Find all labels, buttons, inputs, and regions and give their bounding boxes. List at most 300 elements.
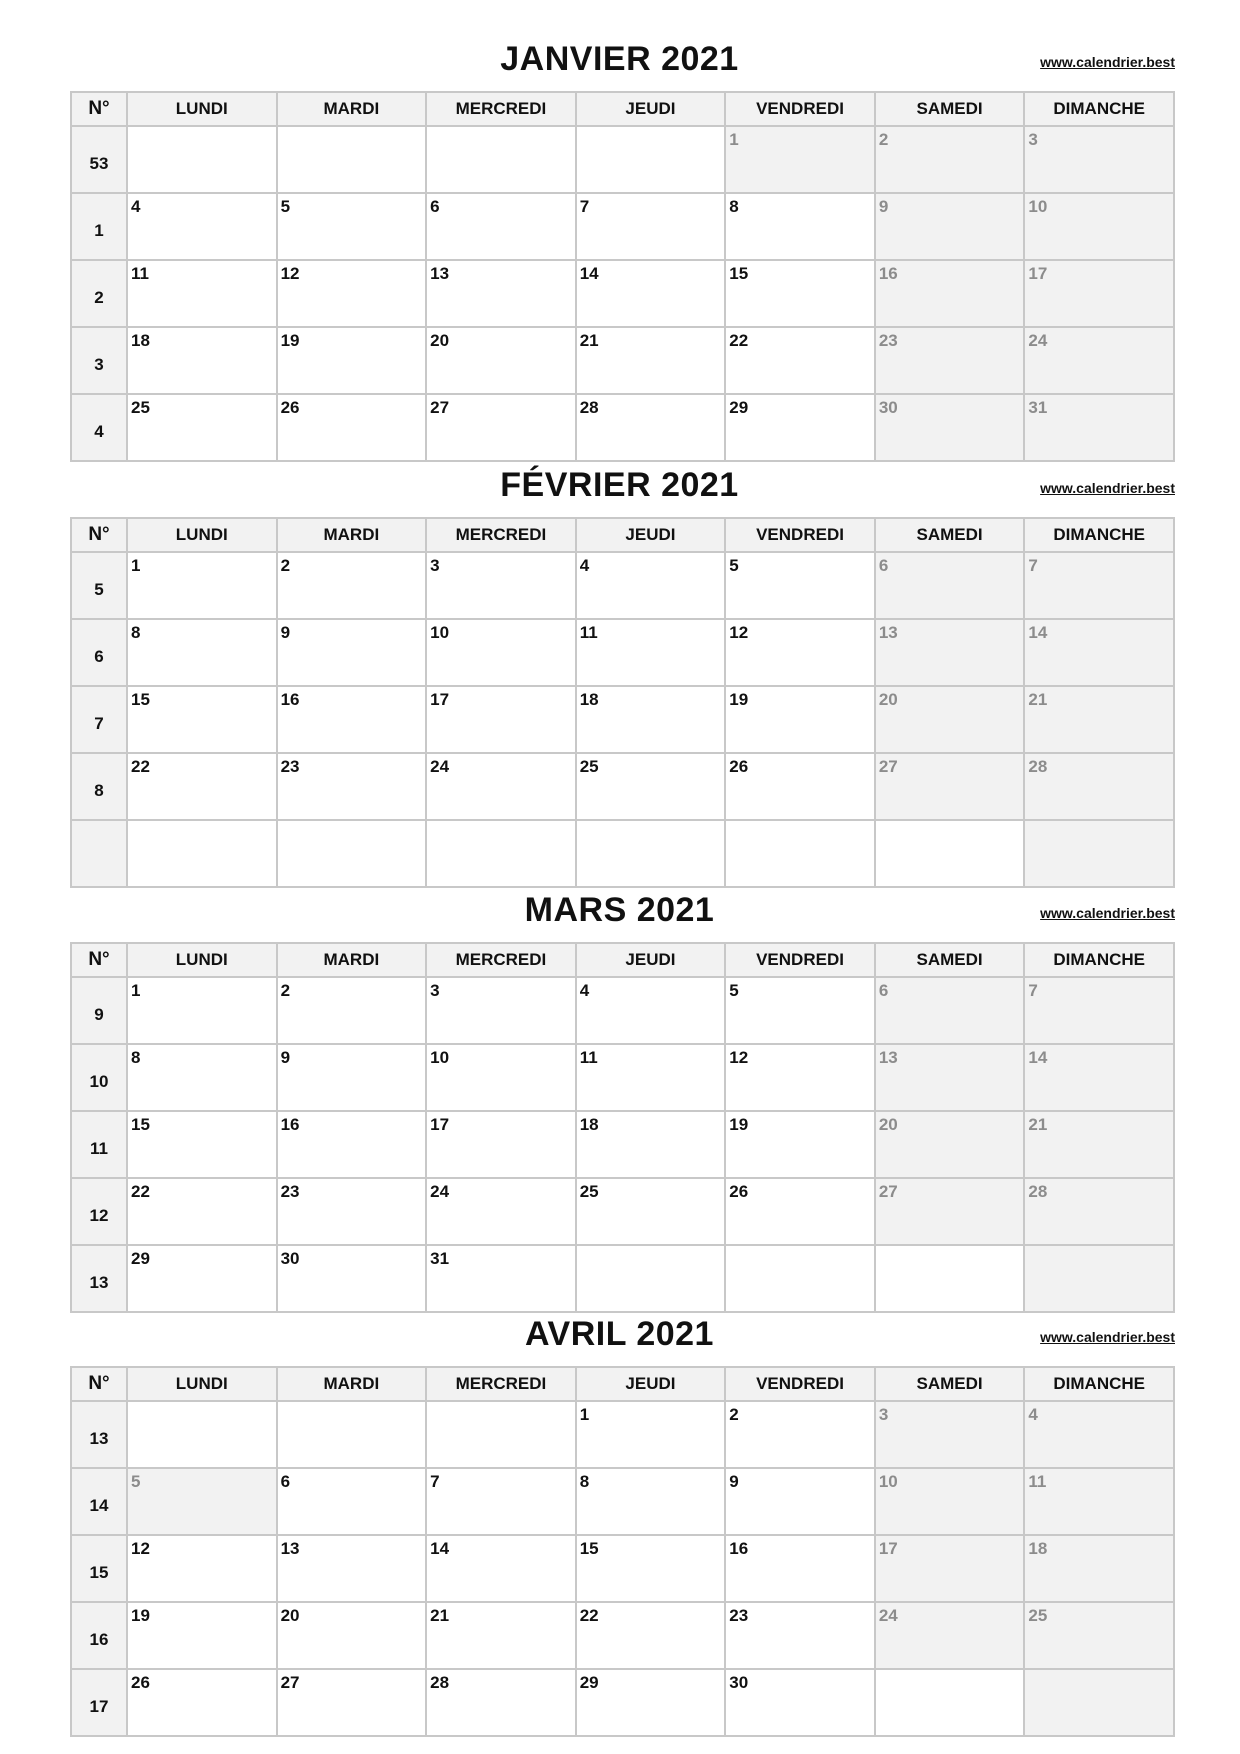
day-cell[interactable] — [426, 552, 576, 619]
day-cell[interactable] — [725, 1669, 875, 1736]
day-cell[interactable] — [725, 126, 875, 193]
month-block — [70, 1315, 1175, 1737]
day-cell[interactable] — [875, 1245, 1025, 1312]
day-cell[interactable] — [127, 1602, 277, 1669]
site-link[interactable]: www.calendrier.best — [1040, 54, 1175, 70]
day-cell[interactable] — [725, 686, 875, 753]
month-table — [70, 91, 1175, 462]
day-cell[interactable] — [1024, 1602, 1174, 1669]
weekday-header: SAMEDI — [875, 518, 1025, 552]
day-cell[interactable] — [875, 1401, 1025, 1468]
month-title: MARS 2021 — [524, 891, 715, 929]
day-number: 16 — [878, 264, 898, 283]
week-row — [71, 1468, 1174, 1535]
day-cell[interactable] — [1024, 820, 1174, 887]
day-number: 29 — [131, 1249, 150, 1268]
day-cell[interactable] — [127, 1178, 277, 1245]
day-number: 13 — [878, 623, 898, 642]
day-cell[interactable] — [576, 327, 726, 394]
week-number — [71, 820, 127, 887]
day-number: 17 — [878, 1539, 898, 1558]
weekday-header: LUNDI — [127, 92, 277, 126]
week-row — [71, 1178, 1174, 1245]
day-cell[interactable] — [875, 686, 1025, 753]
day-number: 2 — [280, 981, 291, 1000]
day-cell[interactable] — [277, 1669, 427, 1736]
day-number: 18 — [579, 690, 599, 709]
day-cell[interactable] — [127, 193, 277, 260]
day-cell[interactable] — [576, 977, 726, 1044]
day-cell[interactable] — [875, 1111, 1025, 1178]
day-cell[interactable] — [1024, 619, 1174, 686]
day-cell[interactable] — [277, 552, 427, 619]
day-number: 22 — [729, 331, 749, 350]
weekday-header: SAMEDI — [875, 92, 1025, 126]
week-number: 53 — [71, 126, 127, 193]
day-number: 8 — [729, 197, 739, 216]
day-cell[interactable] — [426, 394, 576, 461]
day-number: 17 — [430, 690, 450, 709]
week-row — [71, 686, 1174, 753]
day-cell[interactable] — [277, 1245, 427, 1312]
week-number: 6 — [71, 619, 127, 686]
week-row — [71, 1669, 1174, 1736]
day-number: 6 — [878, 981, 889, 1000]
day-cell[interactable] — [127, 1245, 277, 1312]
weekday-header: DIMANCHE — [1024, 92, 1174, 126]
week-number-header: N° — [71, 1367, 127, 1401]
day-cell[interactable] — [725, 1111, 875, 1178]
weekday-header: DIMANCHE — [1024, 943, 1174, 977]
month-block — [70, 40, 1175, 462]
week-number: 7 — [71, 686, 127, 753]
day-cell[interactable] — [725, 820, 875, 887]
day-number: 3 — [430, 556, 440, 575]
day-cell[interactable] — [725, 753, 875, 820]
day-number: 27 — [280, 1673, 300, 1692]
week-number: 2 — [71, 260, 127, 327]
day-number: 25 — [131, 398, 150, 417]
day-cell[interactable] — [1024, 977, 1174, 1044]
day-cell[interactable] — [1024, 126, 1174, 193]
day-cell[interactable] — [725, 193, 875, 260]
day-number — [876, 1246, 1024, 1249]
day-cell[interactable] — [875, 1602, 1025, 1669]
weekday-header: DIMANCHE — [1024, 518, 1174, 552]
day-number: 9 — [729, 1472, 739, 1491]
weekday-header: LUNDI — [127, 518, 277, 552]
day-cell[interactable] — [576, 1178, 726, 1245]
day-cell[interactable] — [426, 1401, 576, 1468]
day-cell[interactable] — [127, 820, 277, 887]
month-header — [70, 466, 1175, 514]
day-cell[interactable] — [875, 1535, 1025, 1602]
day-number: 14 — [430, 1539, 450, 1558]
day-number: 20 — [430, 331, 450, 350]
day-cell[interactable] — [277, 619, 427, 686]
day-number: 27 — [878, 1182, 898, 1201]
week-row — [71, 327, 1174, 394]
day-number: 19 — [729, 1115, 749, 1134]
day-cell[interactable] — [875, 753, 1025, 820]
day-cell[interactable] — [426, 820, 576, 887]
day-cell[interactable] — [426, 686, 576, 753]
day-cell[interactable] — [875, 1044, 1025, 1111]
site-link[interactable]: www.calendrier.best — [1040, 1329, 1175, 1345]
day-cell[interactable] — [426, 1044, 576, 1111]
day-cell[interactable] — [576, 552, 726, 619]
day-number: 1 — [579, 1405, 590, 1424]
day-number: 22 — [579, 1606, 599, 1625]
day-cell[interactable] — [127, 619, 277, 686]
day-cell[interactable] — [875, 126, 1025, 193]
week-number-header: N° — [71, 518, 127, 552]
day-cell[interactable] — [277, 193, 427, 260]
day-cell[interactable] — [127, 1111, 277, 1178]
day-cell[interactable] — [127, 552, 277, 619]
day-number: 21 — [579, 331, 599, 350]
day-cell[interactable] — [277, 1111, 427, 1178]
day-cell[interactable] — [875, 394, 1025, 461]
day-number: 28 — [430, 1673, 450, 1692]
day-cell[interactable] — [576, 619, 726, 686]
day-number — [726, 1246, 874, 1249]
day-cell[interactable] — [277, 1602, 427, 1669]
day-cell[interactable] — [1024, 1669, 1174, 1736]
day-cell[interactable] — [426, 1178, 576, 1245]
day-number: 1 — [131, 981, 141, 1000]
weekday-header: MARDI — [277, 518, 427, 552]
day-cell[interactable] — [127, 1468, 277, 1535]
week-number: 11 — [71, 1111, 127, 1178]
day-number: 24 — [878, 1606, 898, 1625]
weekday-header: DIMANCHE — [1024, 1367, 1174, 1401]
day-number: 10 — [430, 1048, 450, 1067]
day-cell[interactable] — [426, 977, 576, 1044]
day-cell[interactable] — [1024, 1111, 1174, 1178]
day-number: 13 — [280, 1539, 300, 1558]
day-cell[interactable] — [576, 1245, 726, 1312]
day-cell[interactable] — [576, 1535, 726, 1602]
day-cell[interactable] — [875, 193, 1025, 260]
day-cell[interactable] — [127, 1401, 277, 1468]
day-cell[interactable] — [127, 126, 277, 193]
header-row — [71, 943, 1174, 977]
day-cell[interactable] — [576, 1468, 726, 1535]
week-row — [71, 1044, 1174, 1111]
day-number: 29 — [579, 1673, 599, 1692]
day-number: 12 — [729, 623, 749, 642]
day-number: 11 — [131, 264, 149, 283]
day-number: 17 — [1028, 264, 1048, 283]
site-link[interactable]: www.calendrier.best — [1040, 480, 1175, 496]
day-cell[interactable] — [127, 1044, 277, 1111]
day-cell[interactable] — [725, 327, 875, 394]
day-number: 30 — [280, 1249, 300, 1268]
day-number — [876, 821, 1024, 824]
day-cell[interactable] — [875, 977, 1025, 1044]
day-cell[interactable] — [426, 1669, 576, 1736]
day-cell[interactable] — [725, 1178, 875, 1245]
day-cell[interactable] — [725, 260, 875, 327]
day-number: 12 — [280, 264, 300, 283]
weekday-header: MARDI — [277, 1367, 427, 1401]
day-cell[interactable] — [277, 1044, 427, 1111]
day-number: 20 — [878, 1115, 898, 1134]
day-cell[interactable] — [875, 327, 1025, 394]
day-cell[interactable] — [426, 1468, 576, 1535]
day-cell[interactable] — [576, 260, 726, 327]
day-number — [427, 127, 575, 130]
week-number: 3 — [71, 327, 127, 394]
weekday-header: SAMEDI — [875, 1367, 1025, 1401]
day-cell[interactable] — [1024, 1401, 1174, 1468]
day-cell[interactable] — [576, 1669, 726, 1736]
day-cell[interactable] — [1024, 1044, 1174, 1111]
day-cell[interactable] — [426, 193, 576, 260]
day-cell[interactable] — [426, 260, 576, 327]
day-cell[interactable] — [277, 260, 427, 327]
day-number: 26 — [280, 398, 300, 417]
day-number: 4 — [579, 981, 590, 1000]
day-number: 19 — [131, 1606, 150, 1625]
day-cell[interactable] — [576, 686, 726, 753]
day-number: 4 — [579, 556, 590, 575]
week-row — [71, 126, 1174, 193]
day-cell[interactable] — [127, 1535, 277, 1602]
weekday-header: VENDREDI — [725, 92, 875, 126]
day-cell[interactable] — [426, 327, 576, 394]
day-cell[interactable] — [875, 1669, 1025, 1736]
day-cell[interactable] — [1024, 394, 1174, 461]
day-cell[interactable] — [277, 686, 427, 753]
day-cell[interactable] — [725, 1044, 875, 1111]
week-number: 5 — [71, 552, 127, 619]
day-number: 11 — [579, 623, 598, 642]
week-number: 17 — [71, 1669, 127, 1736]
day-cell[interactable] — [277, 1178, 427, 1245]
day-number: 14 — [1028, 623, 1048, 642]
day-number: 8 — [131, 1048, 141, 1067]
day-number: 28 — [1028, 1182, 1048, 1201]
day-number: 16 — [280, 1115, 300, 1134]
month-table — [70, 1366, 1175, 1737]
month-table — [70, 517, 1175, 888]
day-cell[interactable] — [725, 619, 875, 686]
day-number: 2 — [280, 556, 291, 575]
day-number: 18 — [579, 1115, 599, 1134]
week-number: 13 — [71, 1401, 127, 1468]
day-number: 2 — [878, 130, 889, 149]
week-number: 1 — [71, 193, 127, 260]
day-number: 16 — [729, 1539, 749, 1558]
day-cell[interactable] — [277, 1468, 427, 1535]
week-number-header: N° — [71, 92, 127, 126]
day-cell[interactable] — [127, 753, 277, 820]
day-number: 7 — [1028, 556, 1038, 575]
month-title: FÉVRIER 2021 — [500, 466, 739, 504]
day-number: 15 — [579, 1539, 599, 1558]
day-cell[interactable] — [875, 552, 1025, 619]
day-cell[interactable] — [277, 1535, 427, 1602]
day-number — [278, 1402, 426, 1405]
day-number: 9 — [280, 1048, 291, 1067]
day-cell[interactable] — [277, 977, 427, 1044]
day-cell[interactable] — [127, 1669, 277, 1736]
day-cell[interactable] — [875, 1178, 1025, 1245]
day-cell[interactable] — [576, 1602, 726, 1669]
day-number: 7 — [430, 1472, 440, 1491]
day-cell[interactable] — [426, 1602, 576, 1669]
day-cell[interactable] — [1024, 193, 1174, 260]
day-cell[interactable] — [277, 753, 427, 820]
weekday-header: MARDI — [277, 92, 427, 126]
day-number: 26 — [729, 757, 749, 776]
day-cell[interactable] — [277, 1401, 427, 1468]
week-number: 4 — [71, 394, 127, 461]
day-cell[interactable] — [1024, 1468, 1174, 1535]
week-row — [71, 619, 1174, 686]
day-cell[interactable] — [1024, 260, 1174, 327]
day-number — [726, 821, 874, 824]
day-cell[interactable] — [875, 619, 1025, 686]
weekday-header: MERCREDI — [426, 518, 576, 552]
day-cell[interactable] — [127, 327, 277, 394]
day-cell[interactable] — [1024, 753, 1174, 820]
day-cell[interactable] — [426, 1535, 576, 1602]
week-row — [71, 193, 1174, 260]
day-number: 20 — [280, 1606, 300, 1625]
day-number: 23 — [729, 1606, 749, 1625]
day-number — [577, 127, 725, 130]
header-row — [71, 1367, 1174, 1401]
week-number: 10 — [71, 1044, 127, 1111]
day-number — [128, 1402, 276, 1405]
month-title: AVRIL 2021 — [525, 1315, 714, 1353]
day-cell[interactable] — [127, 977, 277, 1044]
week-row — [71, 1535, 1174, 1602]
week-number: 8 — [71, 753, 127, 820]
week-number: 12 — [71, 1178, 127, 1245]
day-number: 30 — [878, 398, 898, 417]
day-cell[interactable] — [725, 1468, 875, 1535]
day-cell[interactable] — [725, 394, 875, 461]
day-number: 27 — [878, 757, 898, 776]
day-cell[interactable] — [426, 1111, 576, 1178]
week-row — [71, 1401, 1174, 1468]
day-cell[interactable] — [1024, 1178, 1174, 1245]
day-number — [278, 127, 426, 130]
day-cell[interactable] — [426, 753, 576, 820]
day-cell[interactable] — [576, 394, 726, 461]
day-number: 18 — [131, 331, 150, 350]
day-number: 24 — [1028, 331, 1048, 350]
day-cell[interactable] — [576, 1044, 726, 1111]
week-number: 15 — [71, 1535, 127, 1602]
week-row — [71, 260, 1174, 327]
day-cell[interactable] — [576, 753, 726, 820]
day-cell[interactable] — [576, 820, 726, 887]
day-cell[interactable] — [725, 552, 875, 619]
day-number: 10 — [1028, 197, 1048, 216]
day-number: 18 — [1028, 1539, 1048, 1558]
day-number: 9 — [878, 197, 889, 216]
day-cell[interactable] — [127, 260, 277, 327]
day-number — [427, 1402, 575, 1405]
day-number: 11 — [579, 1048, 598, 1067]
weekday-header: LUNDI — [127, 1367, 277, 1401]
day-number: 4 — [1028, 1405, 1038, 1424]
day-number — [427, 821, 575, 824]
day-cell[interactable] — [875, 820, 1025, 887]
day-cell[interactable] — [1024, 1535, 1174, 1602]
day-cell[interactable] — [725, 1401, 875, 1468]
day-cell[interactable] — [1024, 1245, 1174, 1312]
day-number: 26 — [729, 1182, 749, 1201]
day-number: 4 — [131, 197, 141, 216]
day-cell[interactable] — [127, 686, 277, 753]
day-number: 26 — [131, 1673, 150, 1692]
day-cell[interactable] — [277, 327, 427, 394]
day-cell[interactable] — [725, 1245, 875, 1312]
weekday-header: VENDREDI — [725, 943, 875, 977]
day-number: 7 — [1028, 981, 1038, 1000]
day-cell[interactable] — [576, 1111, 726, 1178]
day-cell[interactable] — [576, 1401, 726, 1468]
week-row — [71, 1602, 1174, 1669]
day-cell[interactable] — [725, 977, 875, 1044]
day-cell[interactable] — [1024, 552, 1174, 619]
day-number: 21 — [1028, 1115, 1048, 1134]
day-cell[interactable] — [277, 394, 427, 461]
day-number: 25 — [579, 1182, 599, 1201]
day-number: 29 — [729, 398, 749, 417]
day-number: 6 — [430, 197, 440, 216]
day-number: 13 — [430, 264, 450, 283]
day-number: 27 — [430, 398, 450, 417]
day-cell[interactable] — [725, 1535, 875, 1602]
day-cell[interactable] — [277, 126, 427, 193]
day-number: 20 — [878, 690, 898, 709]
weekday-header: JEUDI — [576, 943, 726, 977]
day-cell[interactable] — [426, 1245, 576, 1312]
day-number: 30 — [729, 1673, 749, 1692]
day-cell[interactable] — [875, 1468, 1025, 1535]
weekday-header: MERCREDI — [426, 92, 576, 126]
month-title: JANVIER 2021 — [500, 40, 739, 78]
site-link[interactable]: www.calendrier.best — [1040, 905, 1175, 921]
day-number: 23 — [878, 331, 898, 350]
day-cell[interactable] — [426, 619, 576, 686]
weekday-header: JEUDI — [576, 92, 726, 126]
day-number: 12 — [131, 1539, 150, 1558]
day-cell[interactable] — [426, 126, 576, 193]
day-cell[interactable] — [576, 193, 726, 260]
day-number: 25 — [579, 757, 599, 776]
day-cell[interactable] — [875, 260, 1025, 327]
week-number: 14 — [71, 1468, 127, 1535]
day-number: 31 — [1028, 398, 1048, 417]
week-row — [71, 394, 1174, 461]
day-cell[interactable] — [725, 1602, 875, 1669]
day-cell[interactable] — [1024, 686, 1174, 753]
day-cell[interactable] — [277, 820, 427, 887]
week-row — [71, 1111, 1174, 1178]
day-cell[interactable] — [1024, 327, 1174, 394]
day-cell[interactable] — [127, 394, 277, 461]
day-cell[interactable] — [576, 126, 726, 193]
day-number: 2 — [729, 1405, 739, 1424]
